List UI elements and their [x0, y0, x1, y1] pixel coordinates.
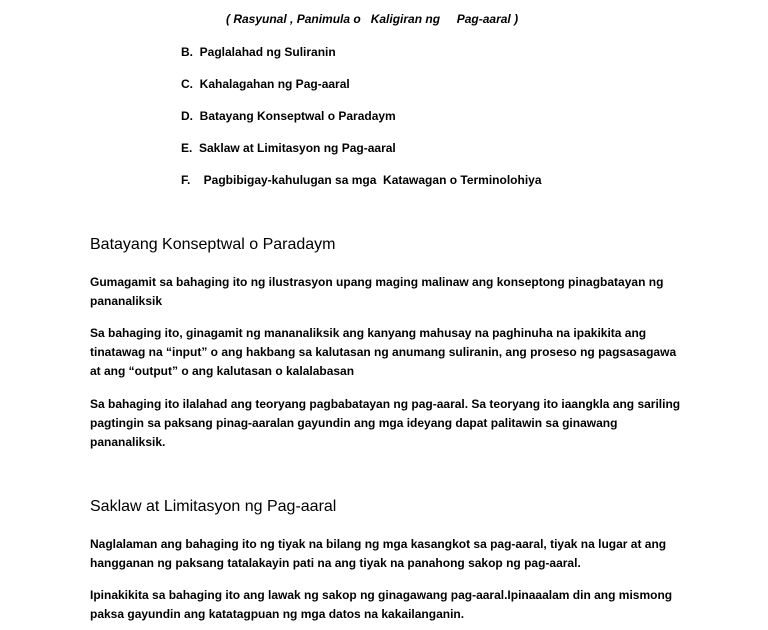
outline-item-d: D. Batayang Konseptwal o Paradaym [181, 109, 396, 123]
section-title-saklaw-limitasyon: Saklaw at Limitasyon ng Pag-aaral [90, 498, 337, 515]
paragraph: Naglalaman ang bahaging ito ng tiyak na bilang ng mga kasangkot sa pag-aaral, tiyak na lugar at ang hangganan ng paksang tatalakayin pati na ang tiyak na panahong sakop ng pag-aaral. [90, 537, 667, 570]
paragraph: Sa bahaging ito ilalahad ang teoryang pagbabatayan ng pag-aaral. Sa teoryang ito iaangkla ang sariling pagtingin sa paksang pinag-aaralan gayundin ang mga ideyang dapat palitawin sa ginawang pananaliksik. [90, 397, 681, 449]
outline-item-e: E. Saklaw at Limitasyon ng Pag-aaral [181, 141, 396, 155]
section-title-batayang-konseptwal: Batayang Konseptwal o Paradaym [90, 236, 336, 253]
paragraph: Gumagamit sa bahaging ito ng ilustrasyon upang maging malinaw ang konseptong pinagbatayan ng pananaliksik [90, 275, 664, 308]
outline-item-b: B. Paglalahad ng Suliranin [181, 45, 336, 59]
outline-item-c: C. Kahalagahan ng Pag-aaral [181, 77, 350, 91]
outline-subtitle: ( Rasyunal , Panimula o Kaligiran ng Pag-aaral ) [226, 12, 519, 26]
paragraph: Ipinakikita sa bahaging ito ang lawak ng sakop ng ginagawang pag-aaral.Ipinaaalam din ang mismong paksa gayundin ang katatagpuan ng mga datos na kakailanganin. [90, 588, 673, 621]
paragraph: Sa bahaging ito, ginagamit ng mananaliksik ang kanyang mahusay na paghinuha na ipakikita ang tinatawag na “input” o ang hakbang sa kalutasan ng anumang suliranin, ang proseso ng pagsasagawa at ang “output” o ang kalutasan o kalalabasan [90, 326, 677, 378]
outline-list [181, 44, 542, 204]
outline-item-f: F. Pagbibigay-kahulugan sa mga Katawagan o Terminolohiya [181, 173, 542, 187]
